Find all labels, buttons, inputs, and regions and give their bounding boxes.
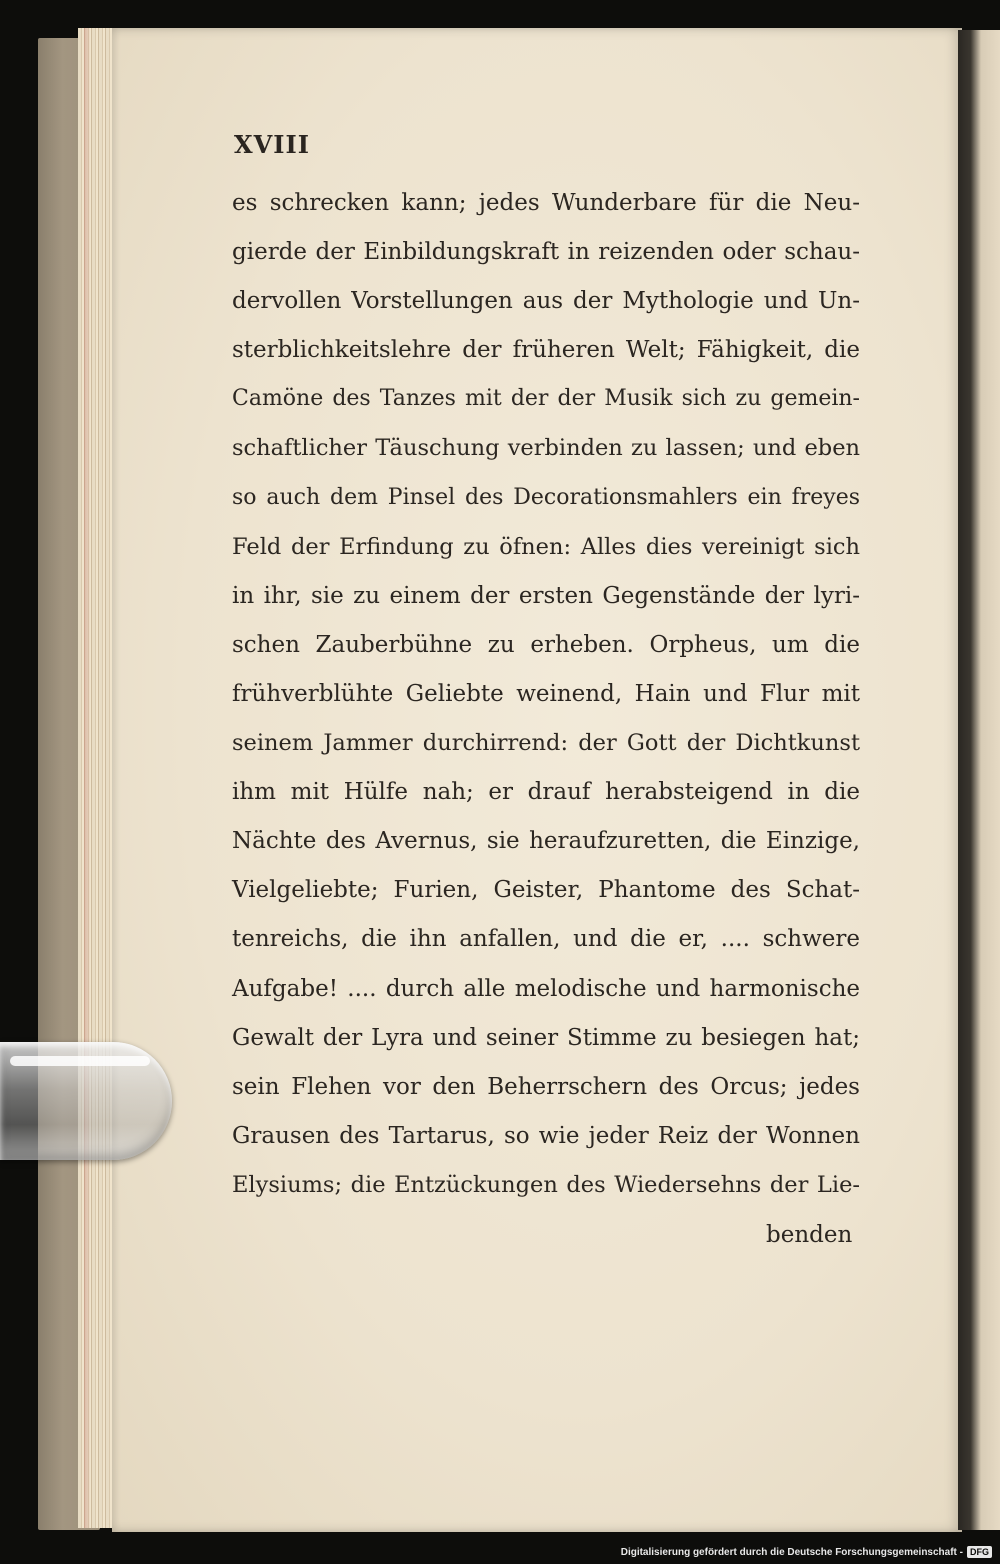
page-number: XVIII bbox=[234, 130, 310, 159]
text-line: tenreichs, die ihn anfallen, und die er, .... schwere bbox=[232, 926, 860, 953]
text-line: ihm mit Hülfe nah; er drauf herabsteigend in die bbox=[232, 779, 860, 806]
text-line: Aufgabe! .... durch alle melodische und harmonische bbox=[232, 975, 860, 1002]
body-text bbox=[232, 186, 860, 1217]
text-line: frühverblühte Geliebte weinend, Hain und Flur mit bbox=[232, 680, 860, 707]
text-line: Vielgeliebte; Furien, Geister, Phantome des Schat- bbox=[232, 877, 860, 904]
text-line: schen Zauberbühne zu erheben. Orpheus, um die bbox=[232, 631, 860, 658]
text-line: seinem Jammer durchirrend: der Gott der Dichtkunst bbox=[232, 730, 860, 757]
facing-page-edge bbox=[958, 30, 1000, 1530]
text-line: gierde der Einbildungskraft in reizenden oder schau- bbox=[232, 239, 860, 266]
text-line: dervollen Vorstellungen aus der Mythologie und Un- bbox=[232, 288, 860, 315]
catchword: benden bbox=[766, 1222, 853, 1248]
text-line: sterblichkeitslehre der früheren Welt; Fähigkeit, die bbox=[232, 337, 860, 364]
text-line: Grausen des Tartarus, so wie jeder Reiz der Wonnen bbox=[232, 1122, 860, 1149]
text-line: so auch dem Pinsel des Decorationsmahlers ein freyes bbox=[232, 484, 860, 510]
text-line: Camöne des Tanzes mit der der Musik sich zu gemein- bbox=[232, 386, 860, 412]
text-line: Gewalt der Lyra und seiner Stimme zu besiegen hat; bbox=[232, 1024, 860, 1051]
text-line: schaftlicher Täuschung verbinden zu lassen; und eben bbox=[232, 435, 860, 462]
glass-page-weight bbox=[0, 1042, 172, 1160]
digitization-credit bbox=[621, 1546, 992, 1558]
text-line: Nächte des Avernus, sie heraufzuretten, die Einzige, bbox=[232, 828, 860, 855]
text-line: Feld der Erfindung zu öfnen: Alles dies vereinigt sich bbox=[232, 533, 860, 560]
text-line: Elysiums; die Entzückungen des Wiedersehns der Lie- bbox=[232, 1171, 860, 1198]
credit-text: Digitalisierung gefördert durch die Deutsche Forschungsgemeinschaft - bbox=[620, 1546, 963, 1558]
text-line: es schrecken kann; jedes Wunderbare für die Neu- bbox=[232, 190, 860, 216]
text-line: in ihr, sie zu einem der ersten Gegenstände der lyri- bbox=[232, 582, 860, 609]
dfg-logo: DFG bbox=[967, 1546, 992, 1558]
text-line: sein Flehen vor den Beherrschern des Orcus; jedes bbox=[232, 1073, 860, 1100]
